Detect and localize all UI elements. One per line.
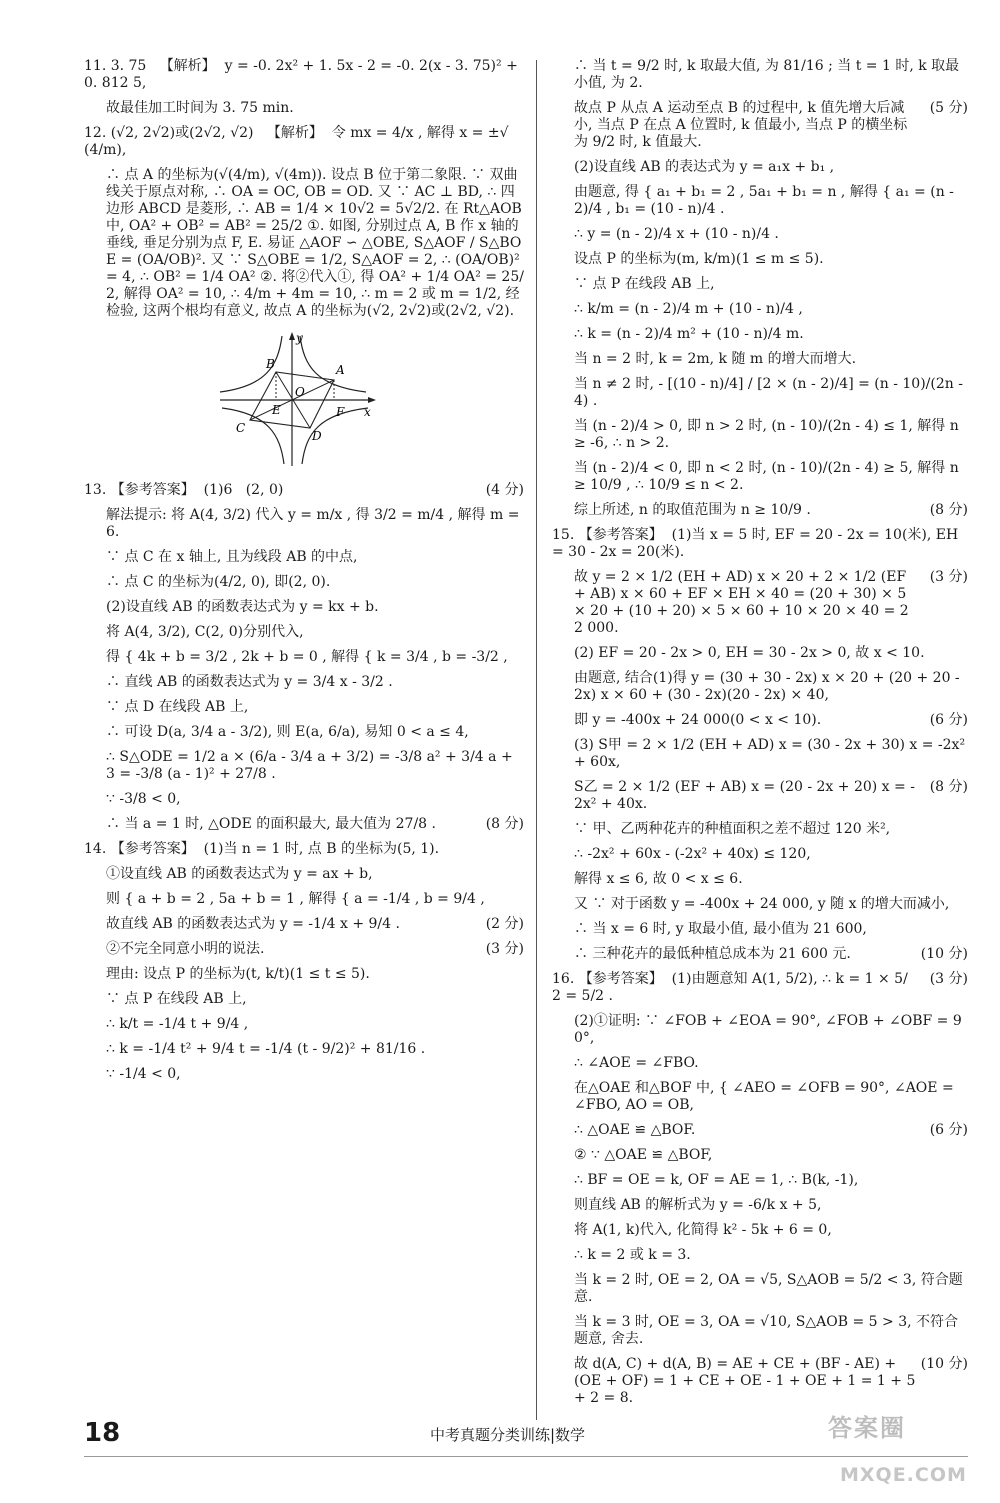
figure-svg (216, 328, 386, 468)
left-text-line (84, 58, 524, 92)
line-text: ∴ 当 x = 6 时, y 取最小值, 最小值为 21 600, (574, 921, 867, 937)
left-text-line (84, 482, 524, 499)
score-label: (3 分) (485, 941, 524, 957)
line-text: ∵ -3/8 < 0, (106, 791, 181, 807)
line-text: ② ∵ △OAE ≌ △BOF, (574, 1147, 713, 1163)
line-text: 得 { 4k + b = 3/2 , 2k + b = 0 , 解得 { k = 3/4 , b = -3/2 , (106, 649, 508, 665)
line-text: 当 (n - 2)/4 > 0, 即 n > 2 时, (n - 10)/(2n - 4) ≤ 1, 解得 n ≥ -6, ∴ n > 2. (574, 418, 964, 451)
line-text: ∴ 当 t = 9/2 时, k 取最大值, 为 81/16 ; 当 t = 1 时, k 取最小值, 为 2. (574, 58, 960, 91)
right-column (552, 58, 968, 1415)
line-text: ∵ 点 P 在线段 AB 上, (106, 991, 247, 1007)
right-text-line (552, 946, 968, 963)
right-text-line (552, 301, 968, 318)
left-text-line (84, 699, 524, 716)
column-divider (536, 60, 537, 1420)
right-text-line (552, 921, 968, 938)
score-label: (10 分) (920, 946, 968, 962)
right-text-line (552, 1272, 968, 1306)
right-text-line (552, 1055, 968, 1072)
left-text-line (84, 816, 524, 833)
right-text-line (552, 896, 968, 913)
line-text: 解得 x ≤ 6, 故 0 < x ≤ 6. (574, 871, 743, 887)
label-b: B (266, 357, 275, 371)
right-text-line (552, 376, 968, 410)
right-text-line (552, 527, 968, 561)
x-axis-arrow (368, 397, 376, 403)
line-text: ∴ k = -1/4 t² + 9/4 t = -1/4 (t - 9/2)² + 81/16 . (106, 1041, 426, 1057)
line-text: 14. 【参考答案】 (1)当 n = 1 时, 点 B 的坐标为(5, 1). (84, 841, 440, 857)
left-text-line (84, 624, 524, 641)
line-text: 12. (√2, 2√2)或(2√2, √2) 【解析】 令 mx = 4/x , 解得 x = ±√(4/m), (84, 125, 509, 158)
line-text: 当 k = 2 时, OE = 2, OA = √5, S△AOB = 5/2 < 3, 符合题意. (574, 1272, 963, 1305)
line-text: (2) EF = 20 - 2x > 0, EH = 30 - 2x > 0, 故 x < 10. (574, 645, 925, 661)
right-text-line (552, 276, 968, 293)
left-text-line (84, 574, 524, 591)
line-text: 由题意, 得 { a₁ + b₁ = 2 , 5a₁ + b₁ = n , 解得 { a₁ = (n - 2)/4 , b₁ = (10 - n)/4 . (574, 184, 959, 217)
score-label: (6 分) (929, 712, 968, 728)
line-text: ∴ k = (n - 2)/4 m² + (10 - n)/4 m. (574, 326, 804, 342)
left-text-line (84, 549, 524, 566)
right-text-line (552, 58, 968, 92)
left-text-line (84, 507, 524, 541)
page-number: 18 (84, 1418, 121, 1448)
score-label: (8 分) (929, 502, 968, 518)
left-text-line (84, 1041, 524, 1058)
line-text: 即 y = -400x + 24 000(0 < x < 10). (574, 712, 822, 728)
line-text: 则直线 AB 的解析式为 y = -6/k x + 5, (574, 1197, 822, 1213)
left-text-line (84, 1016, 524, 1033)
left-text-line (84, 841, 524, 858)
line-text: 设点 P 的坐标为(m, k/m)(1 ≤ m ≤ 5). (574, 251, 824, 267)
right-text-line (552, 569, 968, 637)
line-text: 综上所述, n 的取值范围为 n ≥ 10/9 . (574, 502, 811, 518)
line-text: 将 A(4, 3/2), C(2, 0)分别代入, (106, 624, 304, 640)
line-text: ∵ 点 D 在线段 AB 上, (106, 699, 249, 715)
y-axis-arrow (289, 332, 295, 340)
line-text: (3) S甲 = 2 × 1/2 (EH + AD) x = (30 - 2x + 30) x = -2x² + 60x, (574, 737, 970, 770)
line-text: 故点 P 从点 A 运动至点 B 的过程中, k 值先增大后减小, 当点 P 在点 A 位置时, k 值最小, 当点 P 的横坐标为 9/2 时, k 值最大. (574, 100, 908, 150)
score-label: (5 分) (929, 100, 968, 116)
right-text-line (552, 502, 968, 519)
line-text: ∴ 可设 D(a, 3/4 a - 3/2), 则 E(a, 6/a), 易知 0 < a ≤ 4, (106, 724, 469, 740)
right-text-line (552, 670, 968, 704)
line-text: ∴ 点 A 的坐标为(√(4/m), √(4m)). 设点 B 位于第二象限. ∵ 双曲线关于原点对称, ∴ OA = OC, OB = OD. 又 ∵ AC ⊥ BD, ∴ 四边形 ABCD 是菱形, ∴ AB = 1/4 × 10√2 = 5√2/2. 在 Rt△AOB 中, OA² + OB² = AB² = 25/2 ①. 如图, 分别过点 A, B 作 x 轴的垂线, 垂足分别为点 F, E. 易证 △AOF ∽ △OBE, S△AOF / S△BOE = (OA/OB)². 又 ∵ S△OBE = 1/2, S△AOF = 2, ∴ (OA/OB)² = 4, ∴ OB² = 1/4 OA² ②. 将②代入①, 得 OA² + 1/4 OA² = 25/2, 解得 OA² = 10, ∴ 4/m + 4m = 10, ∴ m = 2 或 m = 1/2, 经检验, 这两个根均有意义, 故点 A 的坐标为(√2, 2√2)或(2√2, √2). (106, 167, 527, 319)
hyperbola-rhombus-figure (216, 328, 524, 472)
right-text-line (552, 1147, 968, 1164)
line-text: 由题意, 结合(1)得 y = (30 + 30 - 2x) x × 20 + (20 + 20 - 2x) x × 60 + (30 - 2x)(20 - 2x) × 40, (574, 670, 965, 703)
left-text-line (84, 916, 524, 933)
right-text-line (552, 779, 968, 813)
label-x: x (364, 405, 371, 419)
line-text: ∴ 三种花卉的最低种植总成本为 21 600 元. (574, 946, 851, 962)
line-text: ∴ 当 a = 1 时, △ODE 的面积最大, 最大值为 27/8 . (106, 816, 436, 832)
line-text: S乙 = 2 × 1/2 (EF + AB) x = (20 - 2x + 20) x = -2x² + 40x. (574, 779, 915, 812)
line-text: ∴ k/t = -1/4 t + 9/4 , (106, 1016, 249, 1032)
score-label: (3 分) (929, 971, 968, 987)
left-text-line (84, 100, 524, 117)
right-text-line (552, 100, 968, 151)
line-text: (2)①证明: ∵ ∠FOB + ∠EOA = 90°, ∠FOB + ∠OBF = 90°, (574, 1013, 962, 1046)
line-text: 将 A(1, k)代入, 化简得 k² - 5k + 6 = 0, (574, 1222, 832, 1238)
label-e: E (272, 403, 281, 417)
line-text: ∵ 点 C 在 x 轴上, 且为线段 AB 的中点, (106, 549, 358, 565)
line-text: ∴ k = 2 或 k = 3. (574, 1247, 691, 1263)
line-text: ∴ 点 C 的坐标为(4/2, 0), 即(2, 0). (106, 574, 331, 590)
right-text-line (552, 326, 968, 343)
line-text: ∴ y = (n - 2)/4 x + (10 - n)/4 . (574, 226, 779, 242)
right-text-line (552, 1080, 968, 1114)
line-text: (2)设直线 AB 的函数表达式为 y = kx + b. (106, 599, 379, 615)
line-text: 11. 3. 75 【解析】 y = -0. 2x² + 1. 5x - 2 = -0. 2(x - 3. 75)² + 0. 812 5, (84, 58, 523, 91)
right-text-line (552, 418, 968, 452)
score-label: (3 分) (929, 569, 968, 585)
left-text-line (84, 724, 524, 741)
right-text-line (552, 971, 968, 1005)
left-text-line (84, 941, 524, 958)
left-text-line (84, 966, 524, 983)
left-text-line (84, 125, 524, 159)
label-d: D (312, 429, 322, 443)
watermark-url: MXQE.COM (840, 1464, 967, 1486)
right-text-line (552, 1222, 968, 1239)
line-text: 故 d(A, C) + d(A, B) = AE + CE + (BF - AE) + (OE + OF) = 1 + CE + OE - 1 + OE + 1 = 1 + 5 + 2 = 8. (574, 1356, 920, 1406)
line-text: 故 y = 2 × 1/2 (EH + AD) x × 20 + 2 × 1/2 (EF + AB) x × 60 + EF × EH × 40 = (20 + 30) × 5 × 20 + (10 + 20) × 5 × 60 + 10 × 20 × 40 = 22 000. (574, 569, 911, 636)
left-column (84, 58, 527, 1091)
right-text-line (552, 226, 968, 243)
line-text: ∴ BF = OE = k, OF = AE = 1, ∴ B(k, -1), (574, 1172, 859, 1188)
score-label: (4 分) (485, 482, 524, 498)
right-text-line (552, 1314, 968, 1348)
line-text: ∵ -1/4 < 0, (106, 1066, 181, 1082)
line-text: ②不完全同意小明的说法. (106, 941, 265, 957)
right-text-line (552, 159, 968, 176)
line-text: 当 n ≠ 2 时, - [(10 - n)/4] / [2 × (n - 2)/4] = (n - 10)/(2n - 4) . (574, 376, 968, 409)
left-text-line (84, 749, 524, 783)
score-label: (2 分) (485, 916, 524, 932)
line-text: 故最佳加工时间为 3. 75 min. (106, 100, 294, 116)
line-text: 故直线 AB 的函数表达式为 y = -1/4 x + 9/4 . (106, 916, 400, 932)
label-y: y (296, 331, 303, 345)
left-text-line (84, 674, 524, 691)
left-text-line (84, 891, 524, 908)
line-text: 16. 【参考答案】 (1)由题意知 A(1, 5/2), ∴ k = 1 × 5/2 = 5/2 . (552, 971, 908, 1004)
right-text-line (552, 1122, 968, 1139)
left-text-line (84, 991, 524, 1008)
left-text-line (84, 1066, 524, 1083)
line-text: 当 n = 2 时, k = 2m, k 随 m 的增大而增大. (574, 351, 857, 367)
score-label: (6 分) (929, 1122, 968, 1138)
left-text-line (84, 599, 524, 616)
right-text-line (552, 184, 968, 218)
right-text-line (552, 251, 968, 268)
line-text: 在△OAE 和△BOF 中, { ∠AEO = ∠OFB = 90°, ∠AOE = ∠FBO, AO = OB, (574, 1080, 959, 1113)
line-text: ∴ △OAE ≌ △BOF. (574, 1122, 696, 1138)
label-o: O (295, 385, 305, 399)
score-label: (8 分) (485, 816, 524, 832)
right-text-line (552, 1356, 968, 1407)
line-text: ∵ 点 P 在线段 AB 上, (574, 276, 715, 292)
watermark-text: 答案圈 (828, 1414, 906, 1442)
line-text: ∵ 甲、乙两种花卉的种植面积之差不超过 120 米², (574, 821, 891, 837)
line-text: 则 { a + b = 2 , 5a + b = 1 , 解得 { a = -1/4 , b = 9/4 , (106, 891, 485, 907)
right-text-line (552, 1172, 968, 1189)
right-text-line (552, 821, 968, 838)
right-text-line (552, 1013, 968, 1047)
line-text: 15. 【参考答案】 (1)当 x = 5 时, EF = 20 - 2x = 10(米), EH = 30 - 2x = 20(米). (552, 527, 963, 560)
score-label: (8 分) (929, 779, 968, 795)
line-text: 13. 【参考答案】 (1)6 (2, 0) (84, 482, 284, 498)
line-text: 又 ∵ 对于函数 y = -400x + 24 000, y 随 x 的增大而减小, (574, 896, 950, 912)
line-text: ∴ k/m = (n - 2)/4 m + (10 - n)/4 , (574, 301, 803, 317)
line-text: 当 (n - 2)/4 < 0, 即 n < 2 时, (n - 10)/(2n - 4) ≥ 5, 解得 n ≥ 10/9 , ∴ 10/9 ≤ n < 2. (574, 460, 964, 493)
line-text: 当 k = 3 时, OE = 3, OA = √10, S△AOB = 5 > 3, 不符合题意, 舍去. (574, 1314, 959, 1347)
right-text-line (552, 351, 968, 368)
right-text-line (552, 460, 968, 494)
line-text: ∴ -2x² + 60x - (-2x² + 40x) ≤ 120, (574, 846, 811, 862)
right-text-line (552, 871, 968, 888)
watermark-logo (826, 1408, 976, 1496)
right-text-line (552, 645, 968, 662)
line-text: ∴ ∠AOE = ∠FBO. (574, 1055, 699, 1071)
right-text-line (552, 712, 968, 729)
right-text-line (552, 1197, 968, 1214)
line-text: ①设直线 AB 的函数表达式为 y = ax + b, (106, 866, 373, 882)
label-a: A (336, 363, 345, 377)
label-f: F (336, 405, 345, 419)
line-text: (2)设直线 AB 的表达式为 y = a₁x + b₁ , (574, 159, 835, 175)
hyperbola-q1 (300, 336, 366, 392)
line-text: 解法提示: 将 A(4, 3/2) 代入 y = m/x , 得 3/2 = m/4 , 解得 m = 6. (106, 507, 524, 540)
line-text: ∴ S△ODE = 1/2 a × (6/a - 3/4 a + 3/2) = -3/8 a² + 3/4 a + 3 = -3/8 (a - 1)² + 27/8 . (106, 749, 518, 782)
label-c: C (236, 421, 246, 435)
book-title: 中考真题分类训练|数学 (430, 1426, 586, 1444)
left-text-line (84, 791, 524, 808)
right-text-line (552, 1247, 968, 1264)
left-text-line (84, 866, 524, 883)
score-label: (10 分) (920, 1356, 968, 1372)
left-text-line (84, 167, 527, 320)
line-text: ∴ 直线 AB 的函数表达式为 y = 3/4 x - 3/2 . (106, 674, 393, 690)
right-text-line (552, 737, 968, 771)
right-text-line (552, 846, 968, 863)
left-text-line (84, 649, 524, 666)
line-text: 理由: 设点 P 的坐标为(t, k/t)(1 ≤ t ≤ 5). (106, 966, 370, 982)
